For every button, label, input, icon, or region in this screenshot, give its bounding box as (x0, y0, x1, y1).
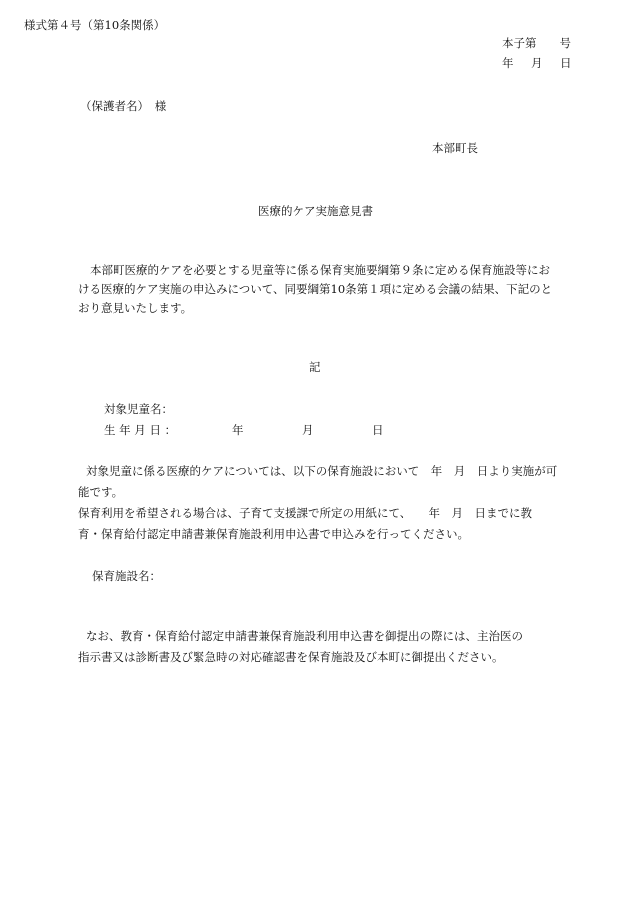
birth-month: 月 (302, 423, 314, 437)
sender: 本部町長 (432, 141, 478, 155)
birth-year: 年 (232, 423, 244, 437)
body-line-1: 対象児童に係る医療的ケアについては、以下の保育施設において 年 月 日より実施が可 (86, 464, 558, 478)
date-line: 年 月 日 (502, 56, 575, 70)
body-line-3: 保育利用を希望される場合は、子育て支援課で所定の用紙にて、 年 月 日までに教 (78, 506, 533, 520)
ki-heading: 記 (309, 360, 321, 374)
birth-day: 日 (372, 423, 384, 437)
birth-date-label: 生 年 月 日 ： (104, 423, 177, 437)
intro-line-3: おり意見いたします。 (78, 301, 193, 315)
form-number: 様式第４号（第10条関係） (24, 18, 166, 32)
note-line-1: なお、教育・保育給付認定申請書兼保育施設利用申込書を御提出の際には、主治医の (86, 629, 523, 643)
intro-line-1: 本部町医療的ケアを必要とする児童等に係る保育実施要綱第９条に定める保育施設等にお (90, 263, 550, 277)
note-line-2: 指示書又は診断書及び緊急時の対応確認書を保育施設及び本町に御提出ください。 (78, 650, 504, 664)
body-line-4: 育・保育給付認定申請書兼保育施設利用申込書で申込みを行ってください。 (78, 527, 469, 541)
intro-line-2: ける医療的ケア実施の申込みについて、同要綱第10条第１項に定める会議の結果、下記のと (78, 282, 553, 296)
facility-name-label: 保育施設名： (92, 569, 161, 583)
addressee: （保護者名） 様 (80, 99, 167, 113)
child-name-label: 対象児童名： (104, 402, 173, 416)
body-line-2: 能です。 (78, 485, 124, 499)
reference-number: 本子第 号 (502, 36, 571, 50)
document-title: 医療的ケア実施意見書 (258, 204, 373, 218)
